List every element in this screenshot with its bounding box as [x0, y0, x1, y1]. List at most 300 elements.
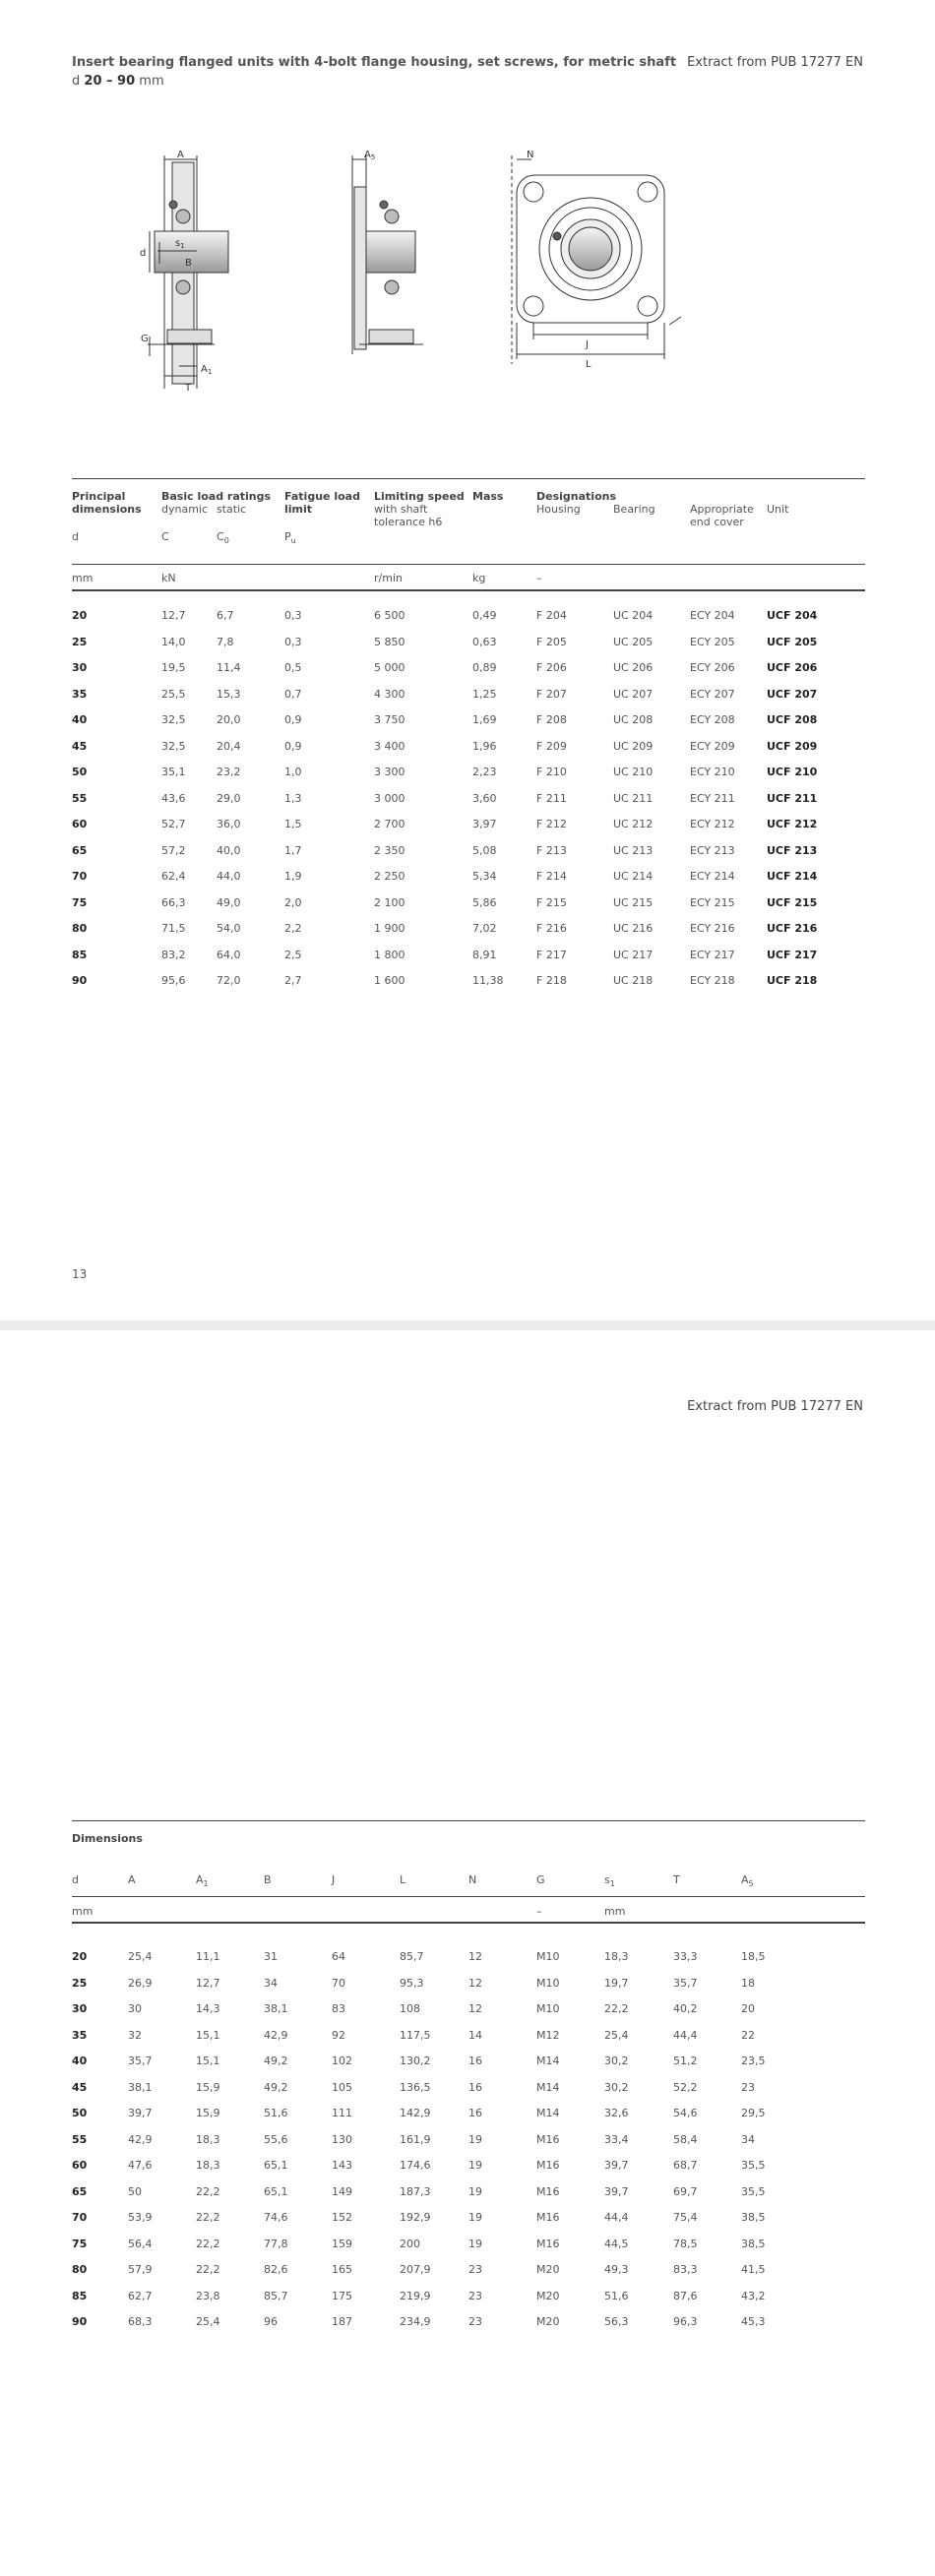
cell-B: 38,1 — [264, 2002, 288, 2015]
cell-T: 75,4 — [673, 2211, 698, 2224]
cell-speed: 3 400 — [374, 739, 405, 753]
cell-speed: 5 850 — [374, 635, 405, 648]
cell-A: 53,9 — [128, 2211, 153, 2224]
cell-G: M10 — [536, 2002, 560, 2015]
cell-A1: 15,1 — [196, 2028, 220, 2042]
cell-mass: 1,69 — [472, 713, 497, 726]
cell-bearing: UC 212 — [613, 818, 654, 830]
cell-L: 117,5 — [400, 2028, 431, 2042]
cell-A: 47,6 — [128, 2159, 153, 2172]
symbol-N: N — [468, 1873, 477, 1886]
header-basic-load: Basic load ratings — [161, 490, 272, 503]
cell-J: 149 — [332, 2184, 352, 2198]
cell-d: 20 — [72, 1950, 88, 1963]
cell-cover: ECY 217 — [690, 948, 735, 961]
front-view-drawing — [512, 155, 681, 364]
cell-J: 92 — [332, 2028, 345, 2042]
cell-Pu: 1,7 — [284, 843, 302, 857]
cell-N: 19 — [468, 2211, 482, 2224]
unit-mm-2: mm — [604, 1905, 626, 1918]
side-view-drawing — [352, 155, 423, 354]
label-N: N — [527, 150, 534, 160]
label-A1: $A_1$ — [201, 364, 213, 376]
cell-speed: 1 600 — [374, 974, 405, 987]
cell-Pu: 1,0 — [284, 766, 302, 778]
cell-mass: 3,60 — [472, 791, 497, 805]
cell-C0: 20,0 — [217, 713, 241, 726]
cell-A1: 12,7 — [196, 1976, 220, 1990]
cell-C0: 72,0 — [217, 974, 241, 987]
cell-Pu: 0,3 — [284, 635, 302, 648]
header-designations: Designations — [536, 490, 617, 503]
cell-A5: 35,5 — [741, 2184, 766, 2198]
symbol-G: G — [536, 1873, 545, 1886]
cell-C0: 29,0 — [217, 791, 241, 805]
cell-Pu: 2,0 — [284, 895, 302, 909]
cell-s1: 51,6 — [604, 2289, 629, 2302]
cell-unit: UCF 218 — [767, 974, 818, 987]
cell-unit: UCF 210 — [767, 766, 818, 778]
label-T: T — [185, 383, 192, 394]
cell-speed: 3 750 — [374, 713, 405, 726]
cell-housing: F 210 — [536, 766, 567, 778]
cell-d: 60 — [72, 818, 88, 830]
cell-N: 12 — [468, 2002, 482, 2015]
cell-B: 51,6 — [264, 2107, 288, 2119]
cell-A5: 18,5 — [741, 1950, 766, 1963]
cell-N: 16 — [468, 2107, 482, 2119]
cell-d: 90 — [72, 974, 88, 987]
cell-C: 57,2 — [161, 843, 186, 857]
cell-d: 75 — [72, 2237, 88, 2250]
cell-Pu: 0,7 — [284, 687, 302, 701]
cell-B: 65,1 — [264, 2184, 288, 2198]
table-top-rule — [72, 1820, 865, 1821]
cell-A5: 18 — [741, 1976, 755, 1990]
label-A: A — [177, 150, 184, 160]
cell-bearing: UC 216 — [613, 922, 654, 935]
catalog-page-2 — [0, 1330, 935, 2576]
units-divider — [72, 589, 865, 591]
cell-mass: 1,96 — [472, 739, 497, 753]
cell-d: 90 — [72, 2315, 88, 2328]
cell-T: 83,3 — [673, 2263, 698, 2276]
cell-A5: 35,5 — [741, 2159, 766, 2172]
cell-cover: ECY 209 — [690, 739, 735, 753]
cell-A: 32 — [128, 2028, 142, 2042]
cell-s1: 18,3 — [604, 1950, 629, 1963]
cell-A1: 15,1 — [196, 2055, 220, 2067]
cell-housing: F 211 — [536, 791, 567, 805]
cell-Pu: 2,7 — [284, 974, 302, 987]
cell-unit: UCF 216 — [767, 922, 818, 935]
cell-L: 200 — [400, 2237, 420, 2250]
cell-N: 16 — [468, 2055, 482, 2067]
cell-housing: F 212 — [536, 818, 567, 830]
cell-A: 35,7 — [128, 2055, 153, 2067]
cell-s1: 56,3 — [604, 2315, 629, 2328]
header-fatigue: Fatigue load limit — [284, 490, 360, 516]
label-B: B — [185, 258, 192, 269]
subtitle-prefix: d — [72, 74, 81, 89]
cell-C0: 36,0 — [217, 818, 241, 830]
cell-G: M16 — [536, 2132, 560, 2146]
cell-C0: 7,8 — [217, 635, 234, 648]
cell-T: 54,6 — [673, 2107, 698, 2119]
cell-J: 70 — [332, 1976, 345, 1990]
symbol-B: B — [264, 1873, 272, 1886]
symbol-L: L — [400, 1873, 406, 1886]
cell-mass: 0,89 — [472, 661, 497, 674]
cell-unit: UCF 206 — [767, 661, 818, 674]
cell-Pu: 0,5 — [284, 661, 302, 674]
cell-speed: 3 000 — [374, 791, 405, 805]
cell-housing: F 216 — [536, 922, 567, 935]
cell-Pu: 1,3 — [284, 791, 302, 805]
cell-G: M16 — [536, 2211, 560, 2224]
cell-A1: 15,9 — [196, 2107, 220, 2119]
cell-C: 52,7 — [161, 818, 186, 830]
cell-s1: 44,4 — [604, 2211, 629, 2224]
cell-L: 130,2 — [400, 2055, 431, 2067]
symbol-C: C — [161, 530, 169, 543]
cell-A: 26,9 — [128, 1976, 153, 1990]
label-J: J — [586, 339, 589, 350]
cell-bearing: UC 208 — [613, 713, 654, 726]
cell-Pu: 1,9 — [284, 870, 302, 883]
units-divider — [72, 1922, 865, 1924]
cell-A5: 38,5 — [741, 2211, 766, 2224]
label-d: d — [140, 248, 147, 259]
page-number: 13 — [72, 1267, 88, 1281]
cell-G: M14 — [536, 2055, 560, 2067]
cell-L: 207,9 — [400, 2263, 431, 2276]
cell-T: 87,6 — [673, 2289, 698, 2302]
cell-d: 30 — [72, 2002, 88, 2015]
cell-G: M14 — [536, 2107, 560, 2119]
cell-unit: UCF 211 — [767, 791, 818, 805]
unit-rmin: r/min — [374, 572, 403, 584]
cell-T: 33,3 — [673, 1950, 698, 1963]
cell-T: 35,7 — [673, 1976, 698, 1990]
cell-speed: 2 100 — [374, 895, 405, 909]
cell-C0: 64,0 — [217, 948, 241, 961]
cell-T: 40,2 — [673, 2002, 698, 2015]
cell-housing: F 208 — [536, 713, 567, 726]
cell-B: 49,2 — [264, 2055, 288, 2067]
cell-unit: UCF 207 — [767, 687, 818, 701]
extract-reference: Extract from PUB 17277 EN — [687, 55, 863, 70]
cell-A1: 11,1 — [196, 1950, 220, 1963]
cell-A1: 22,2 — [196, 2184, 220, 2198]
cell-C: 71,5 — [161, 922, 186, 935]
cell-L: 174,6 — [400, 2159, 431, 2172]
symbol-Pu: $P_u$ — [284, 530, 296, 546]
cell-cover: ECY 212 — [690, 818, 735, 830]
section-view-drawing — [148, 155, 228, 389]
cell-C: 62,4 — [161, 870, 186, 883]
cell-Pu: 2,2 — [284, 922, 302, 935]
cell-N: 16 — [468, 2080, 482, 2094]
cell-B: 82,6 — [264, 2263, 288, 2276]
cell-C: 95,6 — [161, 974, 186, 987]
cell-C0: 23,2 — [217, 766, 241, 778]
cell-d: 20 — [72, 609, 88, 622]
cell-A: 68,3 — [128, 2315, 153, 2328]
cell-A5: 29,5 — [741, 2107, 766, 2119]
cell-housing: F 218 — [536, 974, 567, 987]
table-top-rule — [72, 478, 865, 479]
cell-N: 23 — [468, 2263, 482, 2276]
cell-A1: 18,3 — [196, 2132, 220, 2146]
cell-C0: 40,0 — [217, 843, 241, 857]
cell-s1: 30,2 — [604, 2080, 629, 2094]
cell-housing: F 209 — [536, 739, 567, 753]
header-limiting-speed: Limiting speed — [374, 490, 465, 503]
cell-C: 19,5 — [161, 661, 186, 674]
cell-mass: 2,23 — [472, 766, 497, 778]
cell-A1: 22,2 — [196, 2263, 220, 2276]
cell-speed: 2 700 — [374, 818, 405, 830]
cell-speed: 3 300 — [374, 766, 405, 778]
cell-A: 39,7 — [128, 2107, 153, 2119]
cell-d: 55 — [72, 2132, 88, 2146]
cell-mass: 8,91 — [472, 948, 497, 961]
header-dynamic: dynamic — [161, 503, 209, 516]
cell-unit: UCF 212 — [767, 818, 818, 830]
cell-B: 55,6 — [264, 2132, 288, 2146]
shaft-diameter-range — [72, 74, 164, 89]
symbol-s1: $s_1$ — [604, 1873, 615, 1889]
label-L: L — [586, 359, 592, 370]
cell-L: 95,3 — [400, 1976, 424, 1990]
cell-d: 80 — [72, 2263, 88, 2276]
cell-J: 105 — [332, 2080, 352, 2094]
cell-s1: 44,5 — [604, 2237, 629, 2250]
cell-speed: 2 350 — [374, 843, 405, 857]
cell-C: 14,0 — [161, 635, 186, 648]
cell-bearing: UC 206 — [613, 661, 654, 674]
symbol-J: J — [332, 1873, 336, 1886]
cell-T: 52,2 — [673, 2080, 698, 2094]
cell-unit: UCF 214 — [767, 870, 818, 883]
cell-A: 42,9 — [128, 2132, 153, 2146]
cell-cover: ECY 211 — [690, 791, 735, 805]
cell-speed: 6 500 — [374, 609, 405, 622]
cell-d: 35 — [72, 2028, 88, 2042]
cell-G: M16 — [536, 2184, 560, 2198]
cell-unit: UCF 204 — [767, 609, 818, 622]
cell-d: 80 — [72, 922, 88, 935]
cell-housing: F 207 — [536, 687, 567, 701]
cell-Pu: 0,9 — [284, 713, 302, 726]
cell-cover: ECY 216 — [690, 922, 735, 935]
cell-d: 55 — [72, 791, 88, 805]
cell-C: 32,5 — [161, 739, 186, 753]
cell-A: 38,1 — [128, 2080, 153, 2094]
cell-G: M14 — [536, 2080, 560, 2094]
symbol-A: A — [128, 1873, 136, 1886]
cell-s1: 25,4 — [604, 2028, 629, 2042]
cell-d: 45 — [72, 2080, 88, 2094]
cell-L: 142,9 — [400, 2107, 431, 2119]
cell-bearing: UC 211 — [613, 791, 654, 805]
cell-speed: 5 000 — [374, 661, 405, 674]
cell-A: 50 — [128, 2184, 142, 2198]
cell-T: 69,7 — [673, 2184, 698, 2198]
cell-J: 152 — [332, 2211, 352, 2224]
cell-N: 14 — [468, 2028, 482, 2042]
cell-G: M10 — [536, 1950, 560, 1963]
cell-unit: UCF 213 — [767, 843, 818, 857]
cell-J: 83 — [332, 2002, 345, 2015]
cell-d: 25 — [72, 1976, 88, 1990]
symbol-d: d — [72, 1873, 79, 1886]
cell-G: M16 — [536, 2237, 560, 2250]
cell-L: 187,3 — [400, 2184, 431, 2198]
cell-unit: UCF 208 — [767, 713, 818, 726]
cell-d: 65 — [72, 843, 88, 857]
page-title: Insert bearing flanged units with 4-bolt flange housing, set screws, for metric shaft — [72, 55, 677, 70]
header-unit: Unit — [767, 503, 789, 516]
cell-A5: 41,5 — [741, 2263, 766, 2276]
unit-kN: kN — [161, 572, 176, 584]
cell-J: 165 — [332, 2263, 352, 2276]
cell-C0: 54,0 — [217, 922, 241, 935]
cell-s1: 49,3 — [604, 2263, 629, 2276]
cell-bearing: UC 205 — [613, 635, 654, 648]
cell-J: 64 — [332, 1950, 345, 1963]
cell-d: 85 — [72, 2289, 88, 2302]
cell-d: 25 — [72, 635, 88, 648]
cell-N: 19 — [468, 2159, 482, 2172]
cell-G: M20 — [536, 2315, 560, 2328]
cell-A: 56,4 — [128, 2237, 153, 2250]
unit-mm: mm — [72, 572, 94, 584]
cell-J: 143 — [332, 2159, 352, 2172]
cell-T: 68,7 — [673, 2159, 698, 2172]
cell-A: 25,4 — [128, 1950, 153, 1963]
cell-unit: UCF 205 — [767, 635, 818, 648]
cell-mass: 7,02 — [472, 922, 497, 935]
cell-A5: 22 — [741, 2028, 755, 2042]
symbol-d: d — [72, 530, 79, 543]
cell-A1: 25,4 — [196, 2315, 220, 2328]
cell-A5: 45,3 — [741, 2315, 766, 2328]
cell-housing: F 217 — [536, 948, 567, 961]
cell-N: 19 — [468, 2132, 482, 2146]
cell-housing: F 213 — [536, 843, 567, 857]
cell-A: 62,7 — [128, 2289, 153, 2302]
unit-dash: – — [536, 572, 542, 584]
header-mass: Mass — [472, 490, 504, 503]
cell-N: 19 — [468, 2237, 482, 2250]
cell-cover: ECY 207 — [690, 687, 735, 701]
cell-T: 44,4 — [673, 2028, 698, 2042]
cell-bearing: UC 218 — [613, 974, 654, 987]
header-housing: Housing — [536, 503, 581, 516]
cell-L: 234,9 — [400, 2315, 431, 2328]
cell-N: 12 — [468, 1950, 482, 1963]
extract-reference: Extract from PUB 17277 EN — [687, 1399, 863, 1414]
cell-bearing: UC 215 — [613, 895, 654, 909]
cell-C: 35,1 — [161, 766, 186, 778]
cell-housing: F 204 — [536, 609, 567, 622]
label-s1: $s_1$ — [175, 238, 185, 250]
bearing-unit-drawings — [138, 148, 689, 403]
cell-mass: 0,63 — [472, 635, 497, 648]
cell-cover: ECY 213 — [690, 843, 735, 857]
cell-L: 219,9 — [400, 2289, 431, 2302]
cell-d: 70 — [72, 870, 88, 883]
cell-bearing: UC 204 — [613, 609, 654, 622]
cell-s1: 19,7 — [604, 1976, 629, 1990]
cell-C: 83,2 — [161, 948, 186, 961]
cell-J: 175 — [332, 2289, 352, 2302]
cell-Pu: 1,5 — [284, 818, 302, 830]
cell-cover: ECY 210 — [690, 766, 735, 778]
header-static: static — [217, 503, 247, 516]
cell-d: 60 — [72, 2159, 88, 2172]
cell-d: 40 — [72, 713, 88, 726]
cell-mass: 5,34 — [472, 870, 497, 883]
cell-J: 130 — [332, 2132, 352, 2146]
cell-mass: 11,38 — [472, 974, 504, 987]
cell-A1: 15,9 — [196, 2080, 220, 2094]
cell-Pu: 2,5 — [284, 948, 302, 961]
cell-s1: 32,6 — [604, 2107, 629, 2119]
unit-mm: mm — [72, 1905, 94, 1918]
cell-N: 23 — [468, 2289, 482, 2302]
cell-J: 159 — [332, 2237, 352, 2250]
header-dimensions: Dimensions — [72, 1832, 143, 1845]
cell-d: 40 — [72, 2055, 88, 2067]
cell-speed: 4 300 — [374, 687, 405, 701]
cell-A5: 20 — [741, 2002, 755, 2015]
cell-C0: 15,3 — [217, 687, 241, 701]
cell-d: 30 — [72, 661, 88, 674]
header-end-cover: Appropriate end cover — [690, 503, 754, 528]
subtitle-range: 20 – 90 — [84, 74, 136, 89]
cell-s1: 39,7 — [604, 2159, 629, 2172]
cell-B: 49,2 — [264, 2080, 288, 2094]
cell-mass: 5,86 — [472, 895, 497, 909]
cell-L: 136,5 — [400, 2080, 431, 2094]
cell-T: 78,5 — [673, 2237, 698, 2250]
cell-B: 42,9 — [264, 2028, 288, 2042]
cell-bearing: UC 210 — [613, 766, 654, 778]
header-with-shaft: with shaft tolerance h6 — [374, 503, 443, 528]
cell-T: 51,2 — [673, 2055, 698, 2067]
cell-Pu: 0,3 — [284, 609, 302, 622]
label-G: G — [141, 334, 149, 344]
cell-s1: 39,7 — [604, 2184, 629, 2198]
cell-L: 161,9 — [400, 2132, 431, 2146]
subtitle-unit: mm — [139, 74, 164, 89]
cell-C: 32,5 — [161, 713, 186, 726]
cell-d: 50 — [72, 766, 88, 778]
symbol-T: T — [673, 1873, 680, 1886]
cell-d: 70 — [72, 2211, 88, 2224]
cell-s1: 22,2 — [604, 2002, 629, 2015]
cell-bearing: UC 209 — [613, 739, 654, 753]
cell-C0: 20,4 — [217, 739, 241, 753]
cell-A5: 23 — [741, 2080, 755, 2094]
cell-housing: F 206 — [536, 661, 567, 674]
cell-cover: ECY 206 — [690, 661, 735, 674]
cell-mass: 3,97 — [472, 818, 497, 830]
cell-housing: F 205 — [536, 635, 567, 648]
